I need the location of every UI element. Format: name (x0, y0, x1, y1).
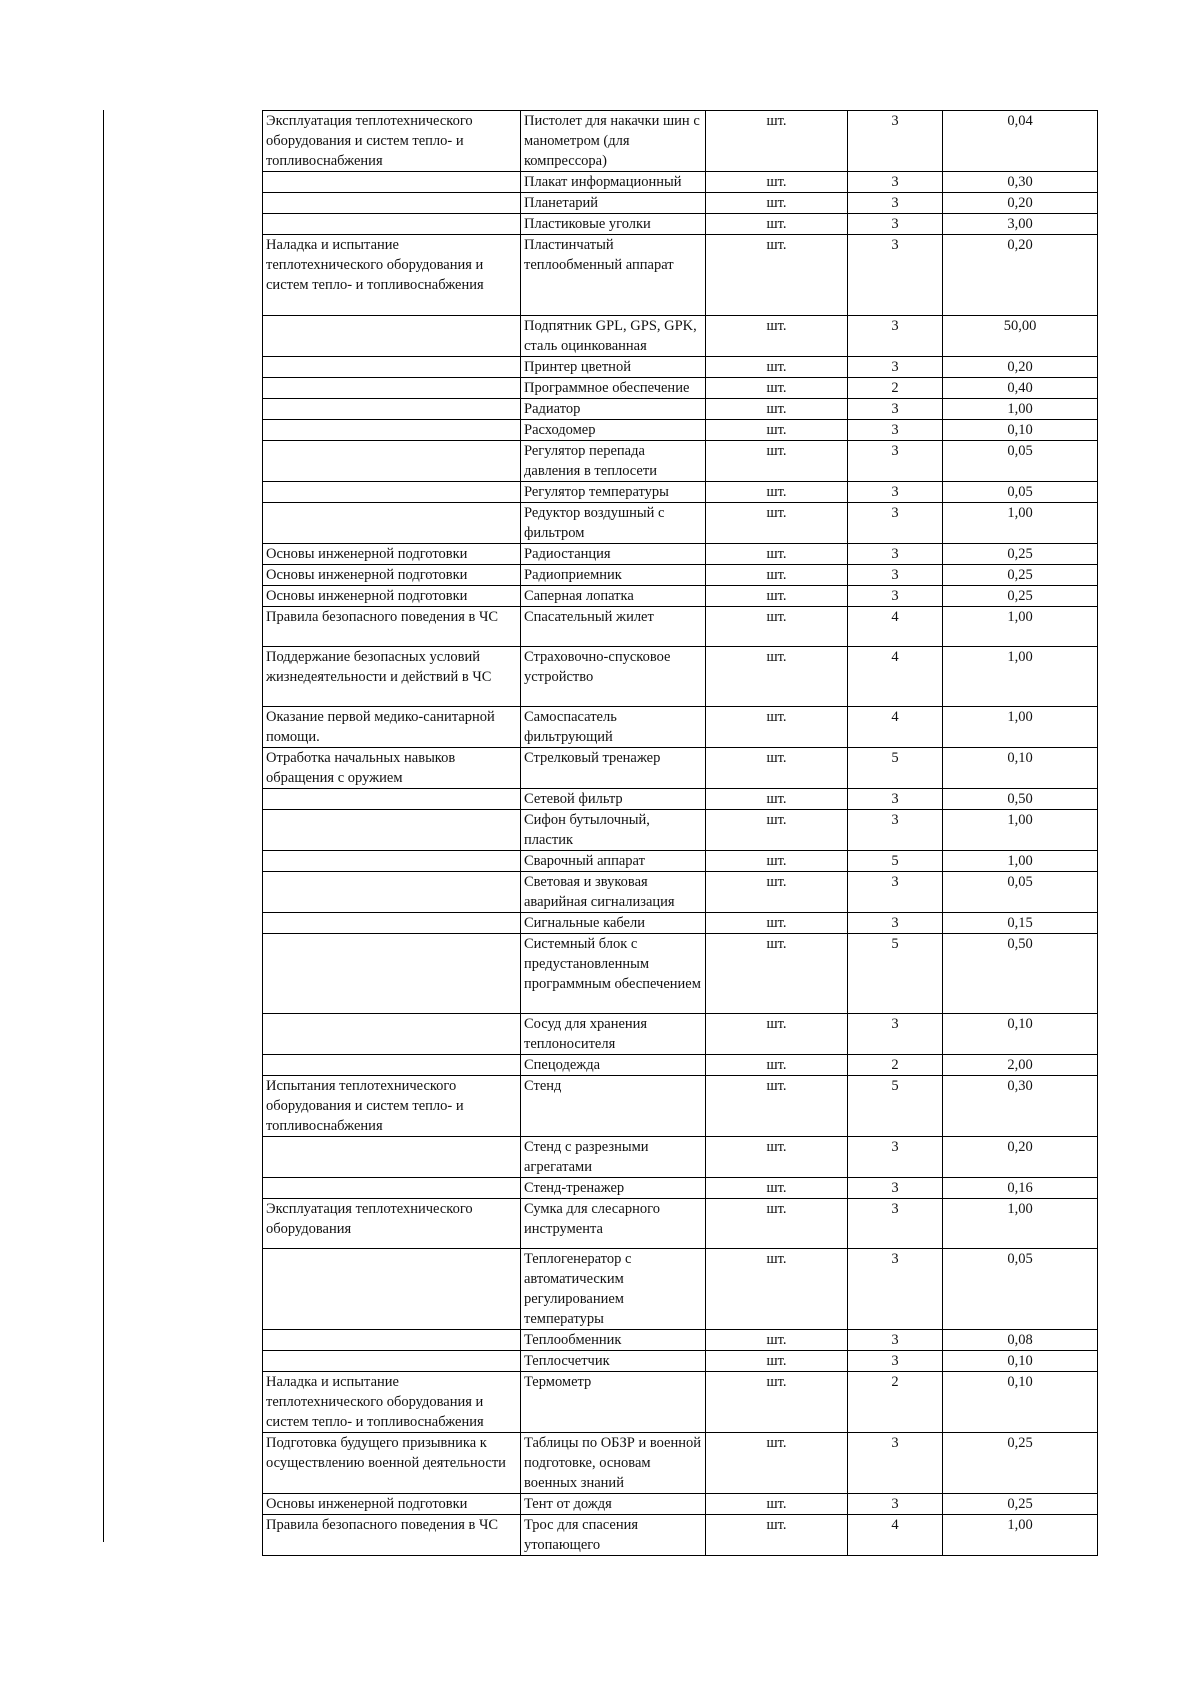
coefficient-cell: 0,50 (943, 934, 1098, 1014)
item-name-cell: Теплообменник (521, 1330, 706, 1351)
discipline-cell: Основы инженерной подготовки (263, 565, 521, 586)
table-row (263, 544, 1098, 565)
item-name-cell: Принтер цветной (521, 357, 706, 378)
coefficient-cell: 0,25 (943, 1433, 1098, 1494)
table-row (263, 934, 1098, 1014)
coefficient-cell: 1,00 (943, 1199, 1098, 1249)
coefficient-cell: 0,10 (943, 1014, 1098, 1055)
unit-cell: шт. (706, 1515, 848, 1556)
discipline-cell (263, 172, 521, 193)
quantity-cell: 5 (848, 1076, 943, 1137)
quantity-cell: 3 (848, 235, 943, 316)
item-name-cell: Регулятор температуры (521, 482, 706, 503)
item-name-cell: Тент от дождя (521, 1494, 706, 1515)
quantity-cell: 5 (848, 748, 943, 789)
quantity-cell: 3 (848, 172, 943, 193)
item-name-cell: Стенд (521, 1076, 706, 1137)
quantity-cell: 3 (848, 544, 943, 565)
coefficient-cell: 0,08 (943, 1330, 1098, 1351)
item-name-cell: Саперная лопатка (521, 586, 706, 607)
quantity-cell: 3 (848, 1249, 943, 1330)
item-name-cell: Сосуд для хранения теплоносителя (521, 1014, 706, 1055)
quantity-cell: 4 (848, 647, 943, 707)
unit-cell: шт. (706, 399, 848, 420)
discipline-cell (263, 851, 521, 872)
table-row (263, 1076, 1098, 1137)
quantity-cell: 3 (848, 503, 943, 544)
discipline-cell: Отработка начальных навыков обращения с оружием (263, 748, 521, 789)
discipline-cell (263, 420, 521, 441)
quantity-cell: 3 (848, 913, 943, 934)
item-name-cell: Регулятор перепада давления в теплосети (521, 441, 706, 482)
item-name-cell: Сварочный аппарат (521, 851, 706, 872)
unit-cell: шт. (706, 111, 848, 172)
coefficient-cell: 0,40 (943, 378, 1098, 399)
table-row (263, 748, 1098, 789)
discipline-cell: Основы инженерной подготовки (263, 544, 521, 565)
quantity-cell: 4 (848, 707, 943, 748)
discipline-cell (263, 872, 521, 913)
unit-cell: шт. (706, 789, 848, 810)
item-name-cell: Стенд-тренажер (521, 1178, 706, 1199)
discipline-cell (263, 1178, 521, 1199)
unit-cell: шт. (706, 1372, 848, 1433)
coefficient-cell: 3,00 (943, 214, 1098, 235)
item-name-cell: Планетарий (521, 193, 706, 214)
coefficient-cell: 2,00 (943, 1055, 1098, 1076)
item-name-cell: Термометр (521, 1372, 706, 1433)
coefficient-cell: 1,00 (943, 647, 1098, 707)
table-row (263, 810, 1098, 851)
discipline-cell (263, 1055, 521, 1076)
item-name-cell: Теплосчетчик (521, 1351, 706, 1372)
table-row (263, 482, 1098, 503)
table-row (263, 1494, 1098, 1515)
discipline-cell: Поддержание безопасных условий жизнедеятельности и действий в ЧС (263, 647, 521, 707)
table-row (263, 193, 1098, 214)
quantity-cell: 2 (848, 378, 943, 399)
unit-cell: шт. (706, 1249, 848, 1330)
unit-cell: шт. (706, 1494, 848, 1515)
discipline-cell: Испытания теплотехнического оборудования и систем тепло- и топливоснабжения (263, 1076, 521, 1137)
quantity-cell: 3 (848, 111, 943, 172)
unit-cell: шт. (706, 810, 848, 851)
quantity-cell: 3 (848, 420, 943, 441)
discipline-cell (263, 789, 521, 810)
discipline-cell (263, 1249, 521, 1330)
coefficient-cell: 1,00 (943, 1515, 1098, 1556)
table-row (263, 235, 1098, 316)
table-row (263, 1137, 1098, 1178)
discipline-cell (263, 1351, 521, 1372)
quantity-cell: 3 (848, 357, 943, 378)
table-row (263, 357, 1098, 378)
quantity-cell: 3 (848, 1178, 943, 1199)
table-row (263, 420, 1098, 441)
discipline-cell (263, 316, 521, 357)
unit-cell: шт. (706, 357, 848, 378)
discipline-cell: Эксплуатация теплотехнического оборудования и систем тепло- и топливоснабжения (263, 111, 521, 172)
coefficient-cell: 0,15 (943, 913, 1098, 934)
discipline-cell: Эксплуатация теплотехнического оборудования (263, 1199, 521, 1249)
quantity-cell: 3 (848, 565, 943, 586)
coefficient-cell: 0,20 (943, 193, 1098, 214)
table-row (263, 1249, 1098, 1330)
unit-cell: шт. (706, 1351, 848, 1372)
unit-cell: шт. (706, 913, 848, 934)
quantity-cell: 3 (848, 872, 943, 913)
page-margin-line (103, 110, 104, 1542)
unit-cell: шт. (706, 316, 848, 357)
discipline-cell (263, 1137, 521, 1178)
coefficient-cell: 0,10 (943, 748, 1098, 789)
item-name-cell: Сифон бутылочный, пластик (521, 810, 706, 851)
unit-cell: шт. (706, 544, 848, 565)
item-name-cell: Радиатор (521, 399, 706, 420)
table-row (263, 872, 1098, 913)
quantity-cell: 5 (848, 851, 943, 872)
unit-cell: шт. (706, 1014, 848, 1055)
discipline-cell: Подготовка будущего призывника к осуществлению военной деятельности (263, 1433, 521, 1494)
table-row (263, 1515, 1098, 1556)
quantity-cell: 3 (848, 1330, 943, 1351)
discipline-cell (263, 503, 521, 544)
item-name-cell: Плакат информационный (521, 172, 706, 193)
coefficient-cell: 0,04 (943, 111, 1098, 172)
discipline-cell (263, 193, 521, 214)
discipline-cell (263, 214, 521, 235)
quantity-cell: 3 (848, 316, 943, 357)
unit-cell: шт. (706, 1055, 848, 1076)
discipline-cell: Основы инженерной подготовки (263, 1494, 521, 1515)
quantity-cell: 3 (848, 441, 943, 482)
coefficient-cell: 0,25 (943, 544, 1098, 565)
unit-cell: шт. (706, 420, 848, 441)
coefficient-cell: 0,05 (943, 441, 1098, 482)
unit-cell: шт. (706, 1330, 848, 1351)
quantity-cell: 3 (848, 1351, 943, 1372)
discipline-cell (263, 357, 521, 378)
quantity-cell: 3 (848, 399, 943, 420)
discipline-cell (263, 399, 521, 420)
discipline-cell: Правила безопасного поведения в ЧС (263, 607, 521, 647)
coefficient-cell: 0,20 (943, 235, 1098, 316)
coefficient-cell: 0,25 (943, 586, 1098, 607)
table-row (263, 378, 1098, 399)
item-name-cell: Световая и звуковая аварийная сигнализация (521, 872, 706, 913)
item-name-cell: Расходомер (521, 420, 706, 441)
coefficient-cell: 0,20 (943, 357, 1098, 378)
unit-cell: шт. (706, 1178, 848, 1199)
unit-cell: шт. (706, 934, 848, 1014)
coefficient-cell: 0,05 (943, 872, 1098, 913)
coefficient-cell: 0,10 (943, 420, 1098, 441)
item-name-cell: Спасательный жилет (521, 607, 706, 647)
unit-cell: шт. (706, 378, 848, 399)
table-row (263, 111, 1098, 172)
discipline-cell (263, 378, 521, 399)
coefficient-cell: 0,05 (943, 1249, 1098, 1330)
discipline-cell (263, 913, 521, 934)
unit-cell: шт. (706, 1137, 848, 1178)
unit-cell: шт. (706, 1199, 848, 1249)
table-row (263, 1372, 1098, 1433)
quantity-cell: 5 (848, 934, 943, 1014)
coefficient-cell: 1,00 (943, 707, 1098, 748)
item-name-cell: Трос для спасения утопающего (521, 1515, 706, 1556)
discipline-cell: Наладка и испытание теплотехнического оборудования и систем тепло- и топливоснабжения (263, 1372, 521, 1433)
unit-cell: шт. (706, 503, 848, 544)
quantity-cell: 3 (848, 1494, 943, 1515)
quantity-cell: 3 (848, 1137, 943, 1178)
table-row (263, 172, 1098, 193)
item-name-cell: Пистолет для накачки шин с манометром (для компрессора) (521, 111, 706, 172)
coefficient-cell: 0,30 (943, 1076, 1098, 1137)
unit-cell: шт. (706, 586, 848, 607)
item-name-cell: Радиостанция (521, 544, 706, 565)
discipline-cell (263, 934, 521, 1014)
item-name-cell: Спецодежда (521, 1055, 706, 1076)
coefficient-cell: 0,25 (943, 1494, 1098, 1515)
table-row (263, 586, 1098, 607)
table-row (263, 1330, 1098, 1351)
unit-cell: шт. (706, 214, 848, 235)
equipment-table (262, 110, 1098, 1556)
unit-cell: шт. (706, 482, 848, 503)
item-name-cell: Сетевой фильтр (521, 789, 706, 810)
coefficient-cell: 0,05 (943, 482, 1098, 503)
discipline-cell: Правила безопасного поведения в ЧС (263, 1515, 521, 1556)
item-name-cell: Сумка для слесарного инструмента (521, 1199, 706, 1249)
unit-cell: шт. (706, 172, 848, 193)
table-row (263, 647, 1098, 707)
item-name-cell: Страховочно-спусковое устройство (521, 647, 706, 707)
coefficient-cell: 0,20 (943, 1137, 1098, 1178)
table-row (263, 1178, 1098, 1199)
table-row (263, 1014, 1098, 1055)
unit-cell: шт. (706, 193, 848, 214)
item-name-cell: Стенд с разрезными агрегатами (521, 1137, 706, 1178)
unit-cell: шт. (706, 235, 848, 316)
item-name-cell: Подпятник GPL, GPS, GPK, сталь оцинкованная (521, 316, 706, 357)
unit-cell: шт. (706, 1076, 848, 1137)
item-name-cell: Пластинчатый теплообменный аппарат (521, 235, 706, 316)
quantity-cell: 3 (848, 1014, 943, 1055)
table-row (263, 1433, 1098, 1494)
table-row (263, 399, 1098, 420)
coefficient-cell: 0,25 (943, 565, 1098, 586)
item-name-cell: Самоспасатель фильтрующий (521, 707, 706, 748)
coefficient-cell: 0,10 (943, 1372, 1098, 1433)
table-row (263, 851, 1098, 872)
item-name-cell: Программное обеспечение (521, 378, 706, 399)
unit-cell: шт. (706, 565, 848, 586)
item-name-cell: Сигнальные кабели (521, 913, 706, 934)
table-row (263, 913, 1098, 934)
item-name-cell: Стрелковый тренажер (521, 748, 706, 789)
discipline-cell (263, 441, 521, 482)
coefficient-cell: 50,00 (943, 316, 1098, 357)
quantity-cell: 3 (848, 586, 943, 607)
quantity-cell: 3 (848, 810, 943, 851)
coefficient-cell: 0,30 (943, 172, 1098, 193)
discipline-cell: Оказание первой медико-санитарной помощи. (263, 707, 521, 748)
table-row (263, 789, 1098, 810)
unit-cell: шт. (706, 851, 848, 872)
quantity-cell: 2 (848, 1055, 943, 1076)
table-row (263, 214, 1098, 235)
table-row (263, 503, 1098, 544)
coefficient-cell: 1,00 (943, 607, 1098, 647)
quantity-cell: 3 (848, 789, 943, 810)
item-name-cell: Пластиковые уголки (521, 214, 706, 235)
quantity-cell: 3 (848, 193, 943, 214)
coefficient-cell: 0,10 (943, 1351, 1098, 1372)
table-row (263, 1199, 1098, 1249)
quantity-cell: 3 (848, 482, 943, 503)
quantity-cell: 3 (848, 1199, 943, 1249)
item-name-cell: Редуктор воздушный с фильтром (521, 503, 706, 544)
unit-cell: шт. (706, 748, 848, 789)
discipline-cell (263, 810, 521, 851)
quantity-cell: 3 (848, 214, 943, 235)
unit-cell: шт. (706, 607, 848, 647)
item-name-cell: Радиоприемник (521, 565, 706, 586)
discipline-cell (263, 1014, 521, 1055)
quantity-cell: 3 (848, 1433, 943, 1494)
unit-cell: шт. (706, 441, 848, 482)
coefficient-cell: 1,00 (943, 851, 1098, 872)
table-row (263, 1055, 1098, 1076)
table-row (263, 565, 1098, 586)
table-row (263, 607, 1098, 647)
item-name-cell: Системный блок с предустановленным программным обеспечением (521, 934, 706, 1014)
coefficient-cell: 0,50 (943, 789, 1098, 810)
table-row (263, 441, 1098, 482)
discipline-cell: Основы инженерной подготовки (263, 586, 521, 607)
table-row (263, 707, 1098, 748)
table-row (263, 316, 1098, 357)
unit-cell: шт. (706, 707, 848, 748)
item-name-cell: Таблицы по ОБЗР и военной подготовке, основам военных знаний (521, 1433, 706, 1494)
discipline-cell: Наладка и испытание теплотехнического оборудования и систем тепло- и топливоснабжения (263, 235, 521, 316)
coefficient-cell: 1,00 (943, 810, 1098, 851)
quantity-cell: 4 (848, 1515, 943, 1556)
coefficient-cell: 1,00 (943, 399, 1098, 420)
quantity-cell: 2 (848, 1372, 943, 1433)
item-name-cell: Теплогенератор с автоматическим регулированием температуры (521, 1249, 706, 1330)
quantity-cell: 4 (848, 607, 943, 647)
coefficient-cell: 1,00 (943, 503, 1098, 544)
coefficient-cell: 0,16 (943, 1178, 1098, 1199)
unit-cell: шт. (706, 872, 848, 913)
unit-cell: шт. (706, 1433, 848, 1494)
discipline-cell (263, 482, 521, 503)
table-row (263, 1351, 1098, 1372)
unit-cell: шт. (706, 647, 848, 707)
discipline-cell (263, 1330, 521, 1351)
